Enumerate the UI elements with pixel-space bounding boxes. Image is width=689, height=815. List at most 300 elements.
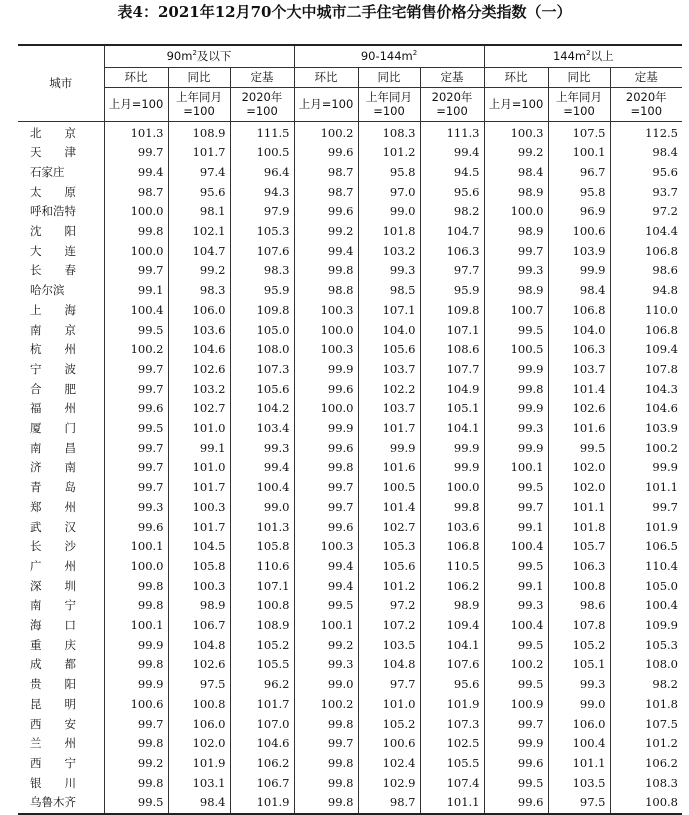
- index-value: 111.3: [420, 122, 484, 144]
- index-value: 103.7: [548, 360, 610, 380]
- table-row: [18, 734, 682, 754]
- index-value: 100.0: [104, 202, 168, 222]
- index-value: 99.5: [484, 321, 548, 341]
- index-value: 110.5: [420, 557, 484, 577]
- city-name: 西 安: [18, 715, 104, 735]
- index-value: 105.6: [358, 340, 420, 360]
- base-mom: 上月=100: [104, 87, 168, 121]
- index-value: 102.6: [168, 655, 230, 675]
- table-row: [18, 616, 682, 636]
- index-value: 100.0: [104, 242, 168, 262]
- index-value: 100.0: [484, 202, 548, 222]
- index-value: 95.6: [420, 183, 484, 203]
- index-value: 109.4: [420, 616, 484, 636]
- index-value: 100.0: [294, 321, 358, 341]
- city-name: 沈 阳: [18, 222, 104, 242]
- city-name: 北 京: [18, 122, 104, 144]
- table-row: [18, 281, 682, 301]
- index-value: 103.5: [358, 636, 420, 656]
- city-name: 海 口: [18, 616, 104, 636]
- index-value: 102.7: [168, 399, 230, 419]
- city-column-header: 城市: [18, 45, 104, 121]
- index-value: 106.8: [548, 301, 610, 321]
- index-value: 99.9: [104, 636, 168, 656]
- index-value: 105.8: [230, 537, 294, 557]
- city-name: 重 庆: [18, 636, 104, 656]
- index-value: 107.5: [548, 122, 610, 144]
- index-value: 100.3: [168, 577, 230, 597]
- index-value: 99.7: [104, 478, 168, 498]
- city-name: 青 岛: [18, 478, 104, 498]
- index-value: 98.3: [230, 261, 294, 281]
- index-value: 108.0: [610, 655, 682, 675]
- index-value: 103.4: [230, 419, 294, 439]
- index-value: 104.1: [420, 636, 484, 656]
- index-value: 99.7: [484, 715, 548, 735]
- index-value: 99.4: [230, 458, 294, 478]
- subheader-row: [18, 67, 682, 87]
- index-value: 101.7: [230, 695, 294, 715]
- index-value: 99.3: [548, 675, 610, 695]
- index-value: 99.5: [104, 419, 168, 439]
- index-value: 105.5: [230, 655, 294, 675]
- index-value: 100.5: [230, 143, 294, 163]
- index-value: 99.9: [610, 458, 682, 478]
- index-value: 100.5: [358, 478, 420, 498]
- index-value: 101.1: [420, 793, 484, 814]
- index-value: 105.3: [358, 537, 420, 557]
- city-name: 乌鲁木齐: [18, 793, 104, 814]
- base-yoy: 上年同月 =100: [548, 87, 610, 121]
- index-value: 102.6: [168, 360, 230, 380]
- index-value: 99.7: [294, 734, 358, 754]
- index-value: 99.6: [294, 202, 358, 222]
- index-value: 99.6: [484, 754, 548, 774]
- table-row: [18, 715, 682, 735]
- city-name: 银 川: [18, 774, 104, 794]
- index-value: 98.7: [294, 183, 358, 203]
- index-value: 100.4: [484, 616, 548, 636]
- city-name: 大 连: [18, 242, 104, 262]
- table-row: [18, 498, 682, 518]
- index-value: 98.8: [294, 281, 358, 301]
- index-value: 95.8: [548, 183, 610, 203]
- index-value: 96.9: [548, 202, 610, 222]
- index-value: 101.9: [168, 754, 230, 774]
- table-row: [18, 360, 682, 380]
- index-value: 98.7: [104, 183, 168, 203]
- index-value: 102.4: [358, 754, 420, 774]
- index-value: 107.4: [420, 774, 484, 794]
- city-name: 福 州: [18, 399, 104, 419]
- index-value: 107.6: [420, 655, 484, 675]
- table-header: [18, 44, 682, 122]
- index-value: 99.7: [484, 242, 548, 262]
- city-name: 昆 明: [18, 695, 104, 715]
- index-value: 95.9: [230, 281, 294, 301]
- index-value: 99.7: [294, 478, 358, 498]
- index-value: 99.9: [358, 439, 420, 459]
- index-value: 95.9: [420, 281, 484, 301]
- index-value: 99.4: [104, 163, 168, 183]
- index-value: 105.6: [358, 557, 420, 577]
- city-name: 天 津: [18, 143, 104, 163]
- table-row: [18, 439, 682, 459]
- index-value: 97.2: [358, 596, 420, 616]
- index-value: 98.3: [168, 281, 230, 301]
- index-value: 99.2: [294, 636, 358, 656]
- index-value: 99.9: [294, 419, 358, 439]
- city-name: 兰 州: [18, 734, 104, 754]
- index-value: 100.2: [104, 340, 168, 360]
- index-value: 105.1: [548, 655, 610, 675]
- index-value: 100.2: [294, 122, 358, 144]
- city-name: 厦 门: [18, 419, 104, 439]
- subheader-mom: 环比: [104, 67, 168, 87]
- index-value: 99.7: [104, 715, 168, 735]
- index-value: 98.4: [168, 793, 230, 814]
- index-value: 104.6: [230, 734, 294, 754]
- index-value: 101.2: [358, 143, 420, 163]
- index-value: 110.4: [610, 557, 682, 577]
- index-value: 100.8: [168, 695, 230, 715]
- index-value: 99.7: [104, 261, 168, 281]
- table-row: [18, 183, 682, 203]
- index-value: 100.4: [230, 478, 294, 498]
- city-name: 宁 波: [18, 360, 104, 380]
- index-value: 110.6: [230, 557, 294, 577]
- index-value: 99.9: [548, 261, 610, 281]
- index-value: 97.5: [548, 793, 610, 814]
- index-value: 99.8: [294, 715, 358, 735]
- index-value: 100.5: [484, 340, 548, 360]
- index-value: 99.5: [104, 321, 168, 341]
- index-value: 100.8: [230, 596, 294, 616]
- index-value: 104.4: [610, 222, 682, 242]
- index-value: 99.9: [484, 399, 548, 419]
- index-value: 107.8: [548, 616, 610, 636]
- index-value: 99.8: [294, 261, 358, 281]
- index-value: 96.2: [230, 675, 294, 695]
- city-name: 上 海: [18, 301, 104, 321]
- index-value: 99.4: [294, 577, 358, 597]
- index-value: 99.6: [484, 793, 548, 814]
- index-value: 102.7: [358, 518, 420, 538]
- index-value: 107.8: [610, 360, 682, 380]
- index-value: 106.2: [610, 754, 682, 774]
- city-name: 西 宁: [18, 754, 104, 774]
- index-value: 101.8: [548, 518, 610, 538]
- index-value: 106.8: [610, 242, 682, 262]
- city-name: 济 南: [18, 458, 104, 478]
- index-value: 103.9: [610, 419, 682, 439]
- index-value: 105.6: [230, 380, 294, 400]
- index-value: 97.9: [230, 202, 294, 222]
- table-row: [18, 537, 682, 557]
- index-value: 101.1: [548, 498, 610, 518]
- index-value: 99.3: [358, 261, 420, 281]
- city-name: 南 宁: [18, 596, 104, 616]
- table-row: [18, 301, 682, 321]
- index-value: 99.8: [104, 774, 168, 794]
- index-value: 106.2: [420, 577, 484, 597]
- index-value: 105.5: [420, 754, 484, 774]
- index-value: 99.1: [104, 281, 168, 301]
- index-value: 99.8: [104, 734, 168, 754]
- index-value: 94.8: [610, 281, 682, 301]
- index-value: 98.9: [484, 183, 548, 203]
- index-value: 108.3: [358, 122, 420, 144]
- index-value: 101.7: [358, 419, 420, 439]
- index-value: 101.3: [104, 122, 168, 144]
- index-value: 99.8: [484, 380, 548, 400]
- group-header-small: $90m^2$及以下: [104, 45, 294, 67]
- index-value: 104.3: [610, 380, 682, 400]
- city-name: 南 昌: [18, 439, 104, 459]
- index-value: 105.0: [610, 577, 682, 597]
- index-value: 96.4: [230, 163, 294, 183]
- subheader-fixed: 定基: [230, 67, 294, 87]
- index-value: 106.0: [168, 301, 230, 321]
- index-value: 103.7: [358, 399, 420, 419]
- index-value: 100.2: [294, 695, 358, 715]
- index-value: 95.6: [610, 163, 682, 183]
- index-value: 109.4: [610, 340, 682, 360]
- base-fixed: 2020年 =100: [420, 87, 484, 121]
- index-value: 99.4: [294, 557, 358, 577]
- index-value: 101.9: [420, 695, 484, 715]
- index-value: 107.5: [610, 715, 682, 735]
- index-value: 97.2: [610, 202, 682, 222]
- index-value: 99.7: [104, 143, 168, 163]
- base-fixed: 2020年 =100: [230, 87, 294, 121]
- index-value: 94.3: [230, 183, 294, 203]
- index-value: 100.6: [358, 734, 420, 754]
- table-row: [18, 399, 682, 419]
- subheader-yoy: 同比: [548, 67, 610, 87]
- index-value: 100.0: [294, 399, 358, 419]
- index-value: 100.1: [104, 537, 168, 557]
- subheader-mom: 环比: [484, 67, 548, 87]
- index-value: 100.7: [484, 301, 548, 321]
- index-value: 103.5: [548, 774, 610, 794]
- table-row: [18, 122, 682, 144]
- index-value: 99.5: [484, 675, 548, 695]
- index-value: 99.0: [294, 675, 358, 695]
- index-value: 107.1: [230, 577, 294, 597]
- table-row: [18, 242, 682, 262]
- index-value: 98.4: [610, 143, 682, 163]
- index-value: 101.7: [168, 518, 230, 538]
- index-value: 99.0: [548, 695, 610, 715]
- table-row: [18, 695, 682, 715]
- index-value: 100.8: [548, 577, 610, 597]
- index-value: 97.5: [168, 675, 230, 695]
- index-value: 99.6: [104, 399, 168, 419]
- index-value: 97.7: [358, 675, 420, 695]
- subheader-fixed: 定基: [420, 67, 484, 87]
- index-value: 99.9: [484, 360, 548, 380]
- city-name: 郑 州: [18, 498, 104, 518]
- index-value: 100.4: [548, 734, 610, 754]
- table-row: [18, 518, 682, 538]
- city-name: 长 沙: [18, 537, 104, 557]
- index-value: 99.3: [294, 655, 358, 675]
- index-value: 104.7: [168, 242, 230, 262]
- index-value: 100.1: [484, 458, 548, 478]
- index-value: 99.1: [484, 577, 548, 597]
- index-value: 99.9: [484, 439, 548, 459]
- price-index-table-wrapper: [18, 44, 682, 815]
- city-name: 贵 阳: [18, 675, 104, 695]
- index-value: 105.7: [548, 537, 610, 557]
- index-value: 100.8: [610, 793, 682, 814]
- index-value: 100.3: [168, 498, 230, 518]
- table-row: [18, 655, 682, 675]
- index-value: 98.9: [484, 222, 548, 242]
- index-value: 108.9: [168, 122, 230, 144]
- table-body: [18, 122, 682, 815]
- group-header-large: $144m^2$以上: [484, 45, 682, 67]
- index-value: 99.7: [104, 458, 168, 478]
- index-value: 96.7: [548, 163, 610, 183]
- index-value: 100.4: [104, 301, 168, 321]
- index-value: 106.0: [548, 715, 610, 735]
- index-value: 99.3: [484, 596, 548, 616]
- index-value: 104.7: [420, 222, 484, 242]
- index-value: 101.6: [358, 458, 420, 478]
- index-value: 109.8: [420, 301, 484, 321]
- index-value: 105.2: [548, 636, 610, 656]
- table-row: [18, 419, 682, 439]
- table-row: [18, 774, 682, 794]
- index-value: 105.2: [230, 636, 294, 656]
- index-value: 104.8: [168, 636, 230, 656]
- table-row: [18, 163, 682, 183]
- index-value: 106.2: [230, 754, 294, 774]
- table-row: [18, 261, 682, 281]
- index-value: 99.8: [104, 655, 168, 675]
- index-value: 104.9: [420, 380, 484, 400]
- table-row: [18, 557, 682, 577]
- city-name: 成 都: [18, 655, 104, 675]
- index-value: 98.6: [548, 596, 610, 616]
- index-value: 102.1: [168, 222, 230, 242]
- index-value: 103.2: [358, 242, 420, 262]
- table-row: [18, 321, 682, 341]
- index-value: 100.1: [294, 616, 358, 636]
- index-value: 99.5: [484, 557, 548, 577]
- index-value: 103.7: [358, 360, 420, 380]
- index-value: 107.7: [420, 360, 484, 380]
- index-value: 100.1: [548, 143, 610, 163]
- index-value: 99.9: [104, 675, 168, 695]
- index-value: 98.9: [484, 281, 548, 301]
- table-row: [18, 143, 682, 163]
- index-value: 99.5: [104, 793, 168, 814]
- index-value: 98.5: [358, 281, 420, 301]
- table-row: [18, 202, 682, 222]
- index-value: 99.8: [294, 458, 358, 478]
- index-value: 105.8: [168, 557, 230, 577]
- index-value: 112.5: [610, 122, 682, 144]
- index-value: 109.9: [610, 616, 682, 636]
- index-value: 99.7: [610, 498, 682, 518]
- index-value: 101.7: [168, 478, 230, 498]
- index-value: 99.9: [420, 439, 484, 459]
- index-value: 105.0: [230, 321, 294, 341]
- table-row: [18, 675, 682, 695]
- index-value: 99.7: [104, 380, 168, 400]
- index-value: 99.2: [294, 222, 358, 242]
- index-value: 101.0: [168, 458, 230, 478]
- index-value: 107.0: [230, 715, 294, 735]
- index-value: 99.6: [294, 518, 358, 538]
- index-value: 107.2: [358, 616, 420, 636]
- table-row: [18, 636, 682, 656]
- index-value: 99.1: [484, 518, 548, 538]
- index-value: 99.5: [484, 636, 548, 656]
- index-value: 99.1: [168, 439, 230, 459]
- table-row: [18, 458, 682, 478]
- index-value: 98.6: [610, 261, 682, 281]
- index-value: 95.6: [168, 183, 230, 203]
- index-value: 99.3: [230, 439, 294, 459]
- index-value: 106.8: [610, 321, 682, 341]
- index-value: 99.9: [294, 360, 358, 380]
- index-value: 100.2: [610, 439, 682, 459]
- index-value: 99.5: [294, 596, 358, 616]
- index-value: 100.0: [104, 557, 168, 577]
- index-value: 99.0: [230, 498, 294, 518]
- index-value: 97.4: [168, 163, 230, 183]
- index-value: 106.0: [168, 715, 230, 735]
- index-value: 104.1: [420, 419, 484, 439]
- city-name: 石家庄: [18, 163, 104, 183]
- index-value: 102.2: [358, 380, 420, 400]
- index-value: 101.3: [230, 518, 294, 538]
- index-value: 98.9: [168, 596, 230, 616]
- index-value: 99.7: [104, 439, 168, 459]
- index-value: 99.4: [420, 143, 484, 163]
- city-name: 呼和浩特: [18, 202, 104, 222]
- index-value: 103.6: [168, 321, 230, 341]
- index-value: 99.2: [168, 261, 230, 281]
- index-value: 104.6: [610, 399, 682, 419]
- subheader-yoy: 同比: [358, 67, 420, 87]
- index-value: 99.3: [104, 498, 168, 518]
- index-value: 99.5: [548, 439, 610, 459]
- index-value: 101.6: [548, 419, 610, 439]
- index-value: 99.4: [294, 242, 358, 262]
- city-name: 深 圳: [18, 577, 104, 597]
- index-value: 101.0: [358, 695, 420, 715]
- index-value: 101.1: [548, 754, 610, 774]
- index-value: 98.2: [610, 675, 682, 695]
- index-value: 97.0: [358, 183, 420, 203]
- index-value: 95.6: [420, 675, 484, 695]
- index-value: 100.3: [484, 122, 548, 144]
- city-name: 南 京: [18, 321, 104, 341]
- index-value: 102.0: [548, 458, 610, 478]
- index-value: 98.7: [294, 163, 358, 183]
- index-value: 100.2: [484, 655, 548, 675]
- base-yoy: 上年同月 =100: [358, 87, 420, 121]
- index-value: 98.4: [484, 163, 548, 183]
- table-row: [18, 340, 682, 360]
- city-name: 合 肥: [18, 380, 104, 400]
- base-row: [18, 87, 682, 121]
